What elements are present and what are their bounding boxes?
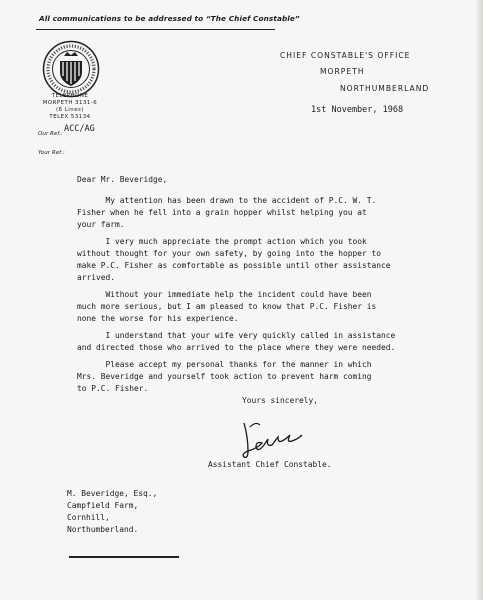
address-line-4: Northumberland.: [67, 525, 139, 534]
your-ref-label: Your Ref.:: [38, 150, 65, 156]
signatory-title: Assistant Chief Constable.: [208, 460, 332, 469]
address-line-3: Cornhill,: [67, 513, 110, 522]
our-ref-label: Our Ref.:: [38, 131, 63, 137]
page-edge-shadow: [475, 0, 483, 600]
closing: Yours sincerely,: [242, 396, 319, 405]
office-town: MORPETH: [320, 67, 365, 76]
paragraph-2: I very much appreciate the prompt action which you took without thought for your own safety, by going into the hopper to make P.C. Fisher as comfortable as possible until other assistance arrived.: [77, 237, 391, 282]
office-county: NORTHUMBERLAND: [340, 84, 430, 93]
bottom-rule: [69, 556, 179, 558]
paragraph-1: My attention has been drawn to the accident of P.C. W. T. Fisher when he fell into a grain hopper whilst helping you at your farm.: [77, 196, 377, 229]
our-ref-value: ACC/AG: [64, 124, 95, 134]
telex-number: TELEX 53134: [49, 114, 91, 120]
telephone-label: TELEPHONE: [51, 93, 89, 99]
address-line-2: Campfield Farm,: [67, 501, 139, 510]
salutation: Dear Mr. Beveridge,: [77, 175, 168, 184]
signature-image: [236, 415, 326, 465]
top-note-underline: [36, 29, 275, 30]
paragraph-3: Without your immediate help the incident could have been much more serious, but I am pleased to know that P.C. Fisher is none the worse for his experience.: [77, 290, 377, 323]
telephone-number: MORPETH 3131-6: [42, 100, 98, 106]
office-name: CHIEF CONSTABLE'S OFFICE: [280, 51, 411, 60]
paragraph-4: I understand that your wife very quickly called in assistance and directed those who arrived to the place where they were needed.: [77, 331, 396, 352]
letter-date: 1st November, 1968: [311, 105, 404, 115]
address-line-1: M. Beveridge, Esq.,: [67, 489, 158, 498]
paragraph-5: Please accept my personal thanks for the manner in which Mrs. Beveridge and yourself took action to prevent harm coming to P.C. Fisher.: [77, 360, 372, 393]
police-crest-icon: [42, 40, 100, 98]
telephone-lines: (6 Lines): [56, 107, 84, 113]
top-note: All communications to be addressed to “The Chief Constable”: [39, 14, 300, 23]
